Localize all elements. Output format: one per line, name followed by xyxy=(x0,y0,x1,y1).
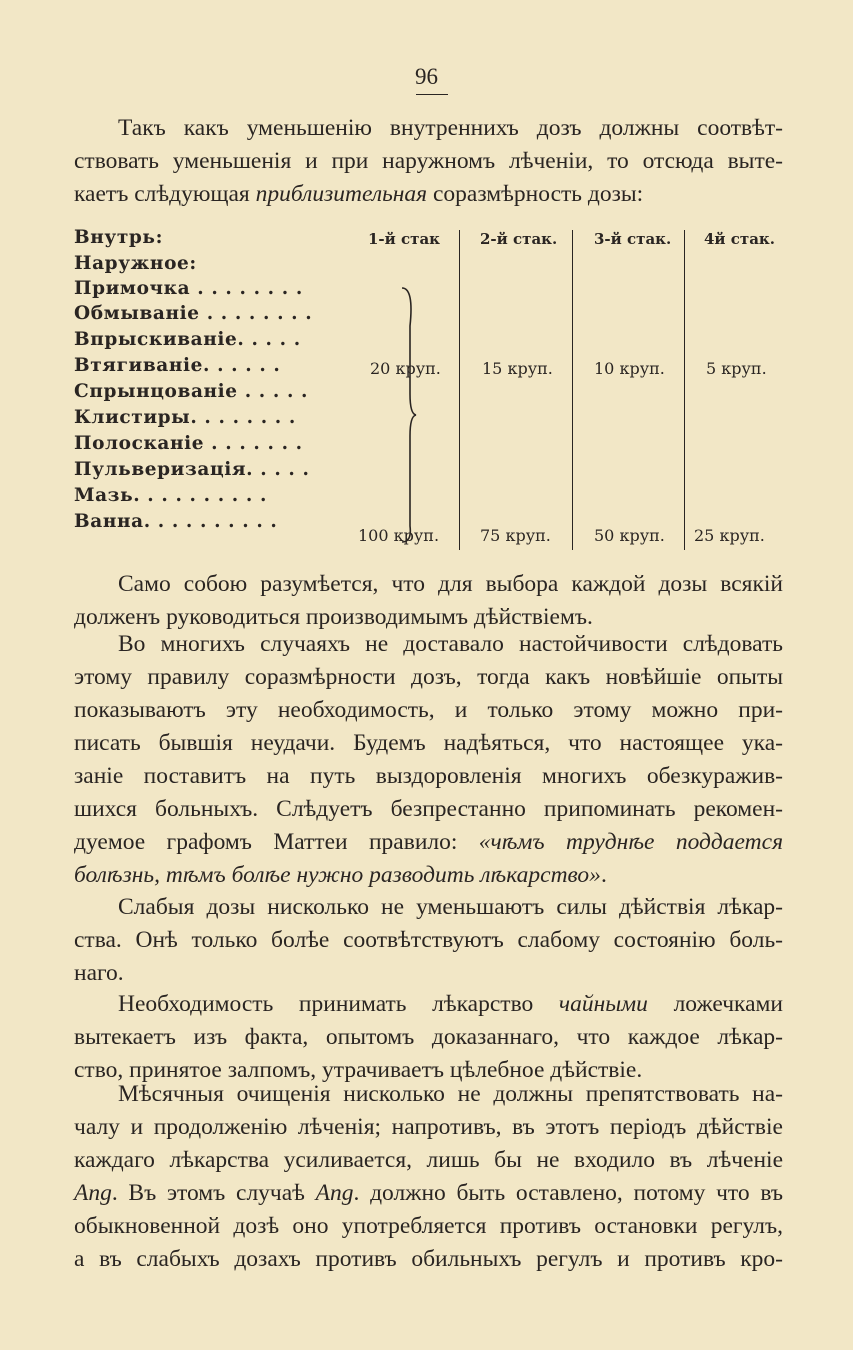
dose-value: 15 круп. xyxy=(482,359,553,378)
text-line xyxy=(74,988,783,1021)
italic-term: чайными xyxy=(558,991,648,1017)
text-line: обыкновенной дозѣ оно употребляется противъ остановки регулъ, xyxy=(74,1213,783,1239)
text-line: наго. xyxy=(74,960,124,986)
item-label: Мазь. . . . . . . . . . xyxy=(74,485,268,506)
column-divider xyxy=(684,230,685,550)
italic-quote: «чѣмъ труднѣе поддается xyxy=(478,829,783,855)
column-divider xyxy=(572,230,573,550)
text-run: Необходимость принимать лѣкарство xyxy=(118,991,559,1017)
text-run: ложечками xyxy=(647,991,783,1017)
item-label: Ванна. . . . . . . . . . xyxy=(74,511,278,532)
text-line: чалу и продолженію лѣченія; напротивъ, въ этотъ періодъ дѣйствіе xyxy=(74,1114,783,1140)
text-run: . Въ этомъ случаѣ xyxy=(111,1180,316,1206)
text-line: ство, принятое залпомъ, утрачиваетъ цѣлебное дѣйствіе. xyxy=(74,1057,643,1083)
paragraph xyxy=(74,628,783,892)
text-line xyxy=(74,826,783,859)
row-label-external: Наружное: xyxy=(74,253,197,274)
intro-paragraph xyxy=(74,112,783,211)
row-label-internal: Внутрь: xyxy=(74,227,164,248)
italic-abbrev: Ang xyxy=(74,1180,112,1206)
text-line: ства. Онѣ только болѣе соотвѣтствуютъ слабому состоянію боль- xyxy=(74,927,783,953)
text-line: Само собою разумѣется, что для выбора каждой дозы всякій xyxy=(118,571,783,597)
curly-brace-icon xyxy=(400,286,418,544)
text-run: . xyxy=(600,862,607,888)
dose-value: 100 круп. xyxy=(358,526,440,545)
text-run: . должно быть оставлено, потому что въ xyxy=(353,1180,783,1206)
text-run: каетъ слѣдующая xyxy=(74,181,256,207)
text-run: соразмѣрность дозы: xyxy=(427,181,644,207)
text-line xyxy=(74,178,783,211)
dose-value: 5 круп. xyxy=(706,359,767,378)
column-divider xyxy=(459,230,460,550)
text-line: Такъ какъ уменьшенію внутреннихъ дозъ должны соотвѣт- xyxy=(118,115,783,141)
text-line: вытекаетъ изъ факта, опытомъ доказаннаго, что каждое лѣкар- xyxy=(74,1024,783,1050)
text-line: показываютъ эту необходимость, и только этому можно при- xyxy=(74,697,783,723)
dose-value: 25 круп. xyxy=(694,526,765,545)
dose-value: 20 круп. xyxy=(370,359,441,378)
text-line: Слабыя дозы нисколько не уменьшаютъ силы дѣйствія лѣкар- xyxy=(118,894,783,920)
dosage-table xyxy=(74,220,794,550)
header-glass-2: 2-й стак. xyxy=(480,230,558,248)
item-label: Полосканіе . . . . . . . xyxy=(74,433,303,454)
text-run: дуемое графомъ Маттеи правило: xyxy=(74,829,479,855)
dose-value: 75 круп. xyxy=(480,526,551,545)
text-line: Во многихъ случаяхъ не доставало настойчивости слѣдовать xyxy=(118,631,783,657)
italic-quote: болѣзнь, тѣмъ болѣе нужно разводить лѣкарство» xyxy=(74,862,601,888)
text-line: этому правилу соразмѣрности дозъ, тогда какъ новѣйшіе опыты xyxy=(74,664,783,690)
text-line: долженъ руководиться производимымъ дѣйствіемъ. xyxy=(74,604,593,630)
text-line: а въ слабыхъ дозахъ противъ обильныхъ регулъ и противъ кро- xyxy=(74,1246,783,1272)
text-line: шихся больныхъ. Слѣдуетъ безпрестанно припоминать рекомен- xyxy=(74,796,783,822)
item-label: Пульверизація. . . . . xyxy=(74,459,310,480)
paragraph xyxy=(74,1078,783,1276)
item-label: Впрыскиваніе. . . . . xyxy=(74,329,301,350)
text-line: писать бывшія неудачи. Будемъ надѣяться, что настоящее ука- xyxy=(74,730,783,756)
item-label: Клистиры. . . . . . . . xyxy=(74,407,296,428)
header-glass-3: 3-й стак. xyxy=(594,230,672,248)
italic-term: приблизительная xyxy=(255,181,428,207)
header-glass-1: 1-й стак xyxy=(368,230,440,248)
header-glass-4: 4й стак. xyxy=(704,230,775,248)
dose-value: 10 круп. xyxy=(594,359,665,378)
text-line: заніе поставитъ на путь выздоровленія многихъ обезкуражив- xyxy=(74,763,783,789)
paragraph xyxy=(74,891,783,990)
page-number-rule xyxy=(416,94,448,95)
item-label: Спрынцованіе . . . . . xyxy=(74,381,309,402)
text-line xyxy=(74,1177,783,1210)
text-line: каждаго лѣкарства усиливается, лишь бы не входило въ лѣченіе xyxy=(74,1147,783,1173)
paragraph xyxy=(74,568,783,634)
item-label: Обмываніе . . . . . . . . xyxy=(74,303,313,324)
page-number: 96 xyxy=(415,64,438,89)
text-line: Мѣсячныя очищенія нисколько не должны препятствовать на- xyxy=(118,1081,783,1107)
dose-value: 50 круп. xyxy=(594,526,665,545)
italic-abbrev: Ang xyxy=(315,1180,354,1206)
item-label: Примочка . . . . . . . . xyxy=(74,278,303,299)
item-label: Втягиваніе. . . . . . xyxy=(74,355,281,376)
text-line: ствовать уменьшенія и при наружномъ лѣченіи, то отсюда выте- xyxy=(74,148,783,174)
paragraph xyxy=(74,988,783,1087)
text-line xyxy=(74,859,783,892)
